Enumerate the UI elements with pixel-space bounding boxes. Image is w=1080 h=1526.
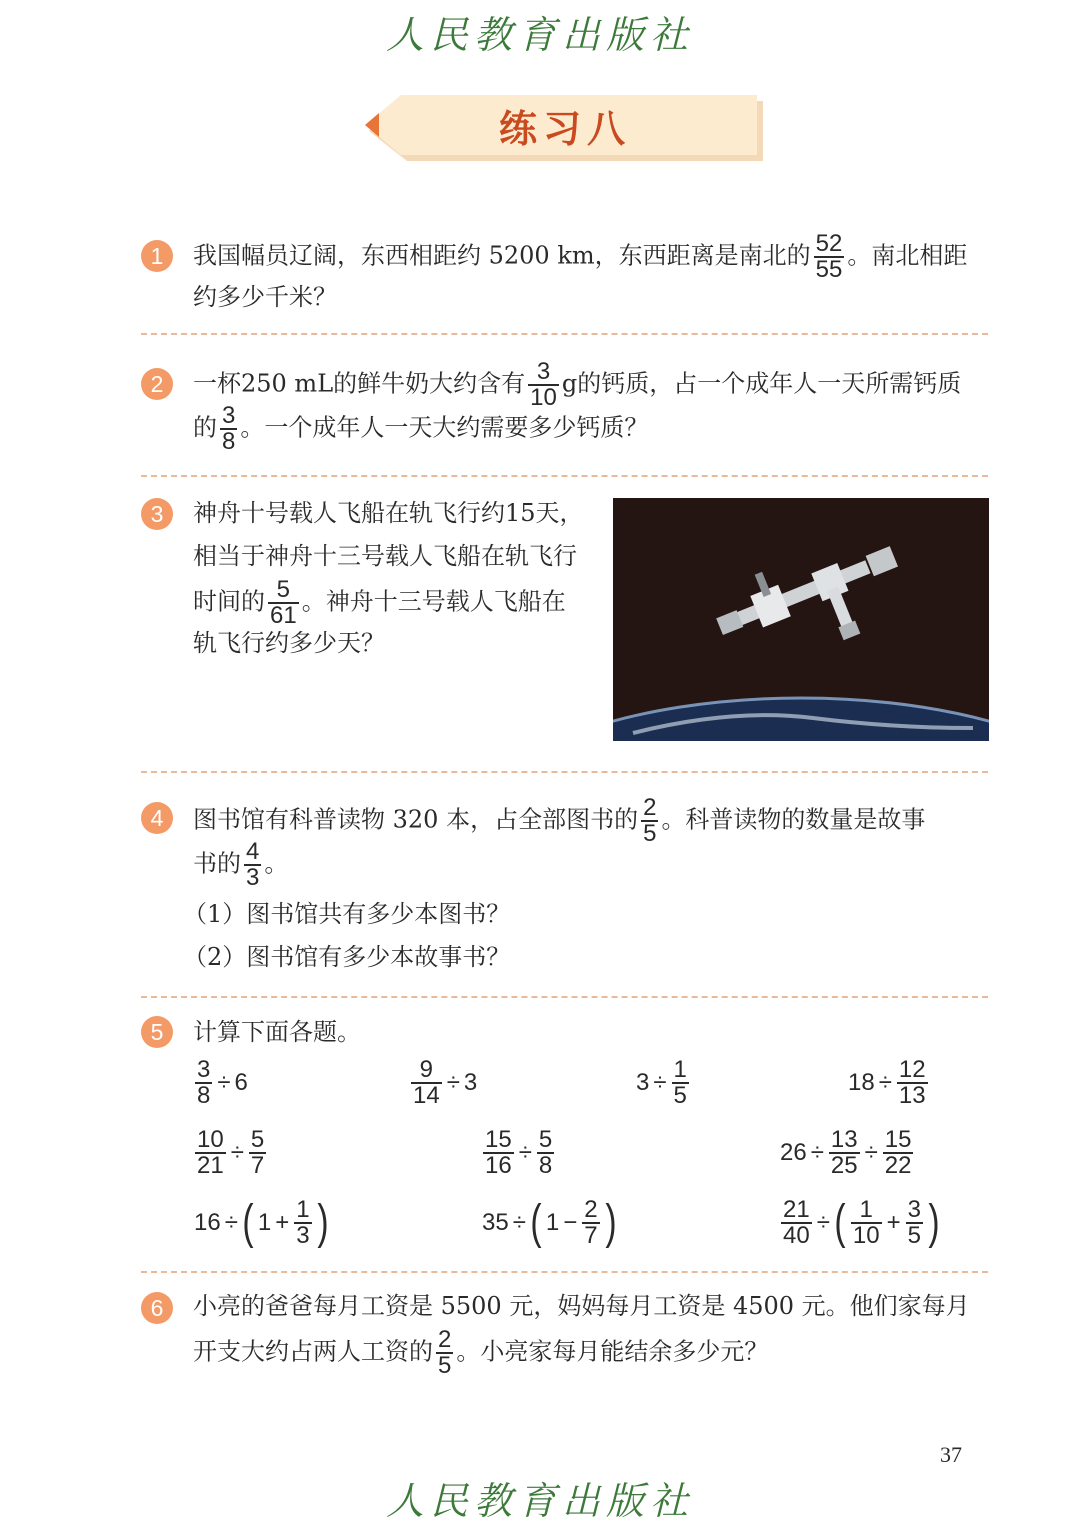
denominator: 25 [830, 1152, 858, 1179]
denominator: 7 [584, 1222, 598, 1249]
operator: ÷ [878, 1069, 892, 1096]
operator: ÷ [224, 1209, 238, 1236]
text-span: 一杯250 mL的鲜牛奶大约含有 [193, 369, 526, 398]
fraction [268, 578, 299, 628]
numerator: 1 [296, 1196, 310, 1223]
text-span: 。神舟十三号载人飞船在 [301, 587, 566, 616]
fraction [436, 1328, 453, 1378]
operator: ÷ [230, 1139, 244, 1166]
fraction [883, 1128, 914, 1178]
numerator: 15 [485, 1126, 512, 1153]
calc-expression [192, 1128, 269, 1178]
problem-number-badge: 6 [141, 1292, 173, 1324]
fraction [244, 840, 261, 890]
section-divider [141, 1271, 988, 1273]
problem-1-line2: 约多少千米？ [193, 283, 337, 311]
text-span: 图书馆有科普读物 320 本，占全部图书的 [193, 805, 639, 834]
operator: ÷ [217, 1069, 231, 1096]
calc-expression [634, 1058, 692, 1108]
denominator: 8 [222, 428, 236, 455]
operand: 1 [545, 1209, 560, 1236]
numerator: 15 [884, 1126, 912, 1153]
numerator: 1 [859, 1196, 873, 1223]
fraction [537, 1128, 554, 1178]
denominator: 8 [538, 1152, 553, 1179]
text-span: 书的 [193, 849, 241, 878]
calc-expression [480, 1128, 557, 1178]
denominator: 10 [530, 384, 557, 411]
section-divider [141, 996, 988, 998]
denominator: 5 [673, 1082, 687, 1109]
problem-1-text [193, 232, 967, 282]
problem-5-intro: 计算下面各题。 [193, 1018, 361, 1046]
fraction [906, 1198, 923, 1248]
left-paren: ( [834, 1196, 846, 1249]
text-span: 。一个成年人一天大约需要多少钙质？ [240, 413, 649, 442]
calc-expression [846, 1058, 931, 1108]
fraction [851, 1198, 882, 1248]
numerator: 2 [643, 794, 657, 821]
problem-1-line1: 我国幅员辽阔，东西相距约 5200 km，东西距离是南北的 [193, 241, 811, 270]
text-span: 时间的 [193, 587, 265, 616]
operator: ÷ [816, 1209, 830, 1236]
operand: 26 [780, 1139, 807, 1166]
section-divider [141, 475, 988, 477]
denominator: 10 [852, 1222, 880, 1249]
numerator: 1 [673, 1056, 687, 1083]
denominator: 55 [815, 256, 843, 283]
problem-3-line4: 轨飞行约多少天？ [193, 629, 385, 657]
text-span: 开支大约占两人工资的 [193, 1337, 433, 1366]
section-divider [141, 771, 988, 773]
fraction [641, 796, 658, 846]
problem-4-sub1: （1）图书馆共有多少本图书？ [183, 900, 511, 928]
denominator: 21 [197, 1152, 224, 1179]
numerator: 10 [197, 1126, 224, 1153]
denominator: 13 [898, 1082, 926, 1109]
operand: 16 [194, 1209, 221, 1236]
numerator: 3 [197, 1056, 211, 1083]
fraction [411, 1058, 442, 1108]
space-station-photo [613, 498, 989, 741]
text-span: 。科普读物的数量是故事 [661, 805, 926, 834]
fraction [672, 1058, 689, 1108]
denominator: 40 [783, 1222, 810, 1249]
operator: − [563, 1209, 578, 1236]
denominator: 14 [413, 1082, 440, 1109]
problem-3-line1: 神舟十号载人飞船在轨飞行约15天， [193, 499, 584, 527]
text-span: 的 [193, 413, 217, 442]
calc-expression [778, 1198, 942, 1248]
operator: ÷ [512, 1209, 526, 1236]
fraction [195, 1128, 226, 1178]
calc-expression [408, 1058, 479, 1108]
operator: ÷ [518, 1139, 532, 1166]
text-span: 。小亮家每月能结余多少元？ [456, 1337, 769, 1366]
fraction [897, 1058, 928, 1108]
page-number: 37 [940, 1442, 962, 1467]
numerator: 13 [830, 1126, 858, 1153]
numerator: 5 [250, 1126, 265, 1153]
calc-expression [778, 1128, 916, 1178]
section-divider [141, 333, 988, 335]
numerator: 5 [538, 1126, 553, 1153]
problem-3-line3 [193, 578, 566, 628]
fraction [528, 360, 559, 410]
title-banner [365, 95, 765, 163]
publisher-logo-bottom: 人民教育出版社 [385, 1479, 694, 1523]
space-station-image [613, 498, 989, 741]
problem-1-line1-after: 。南北相距 [847, 241, 968, 270]
problem-2-line1 [193, 360, 961, 410]
numerator: 21 [783, 1196, 810, 1223]
numerator: 2 [584, 1196, 598, 1223]
page-title: 练习八 [498, 107, 631, 151]
numerator: 2 [438, 1326, 452, 1353]
problem-2-line2 [193, 404, 648, 454]
operator: ÷ [653, 1069, 667, 1096]
problem-4-line2 [193, 840, 288, 890]
operand: 6 [234, 1069, 248, 1096]
fraction [829, 1128, 860, 1178]
calc-expression [192, 1198, 331, 1248]
fraction [483, 1128, 514, 1178]
fraction [249, 1128, 266, 1178]
problem-number-badge: 2 [141, 368, 173, 400]
denominator: 5 [643, 820, 657, 847]
denominator: 22 [884, 1152, 912, 1179]
problem-6-line2 [193, 1328, 768, 1378]
publisher-logo-top: 人民教育出版社 [385, 13, 694, 57]
fraction [781, 1198, 812, 1248]
problem-6-line1: 小亮的爸爸每月工资是 5500 元，妈妈每月工资是 4500 元。他们家每月 [193, 1292, 970, 1320]
denominator: 7 [250, 1152, 265, 1179]
right-paren: ) [604, 1196, 617, 1249]
denominator: 8 [197, 1082, 211, 1109]
denominator: 61 [270, 602, 297, 629]
operand: 35 [482, 1209, 509, 1236]
fraction [814, 232, 845, 282]
problem-4-line1 [193, 796, 925, 846]
operator: ÷ [864, 1139, 878, 1166]
numerator: 4 [246, 838, 260, 865]
problem-number-badge: 3 [141, 498, 173, 530]
operand: 3 [463, 1069, 478, 1096]
operator: ÷ [810, 1139, 824, 1166]
fraction [195, 1058, 212, 1108]
right-paren: ) [316, 1196, 329, 1249]
fraction [582, 1198, 599, 1248]
text-span: 。 [264, 849, 289, 878]
fraction [220, 404, 237, 454]
problem-number-badge: 1 [141, 240, 173, 272]
left-paren: ( [242, 1196, 254, 1249]
left-paren: ( [530, 1196, 542, 1249]
denominator: 5 [438, 1352, 452, 1379]
denominator: 3 [246, 864, 260, 891]
problem-3-line2: 相当于神舟十三号载人飞船在轨飞行 [193, 542, 577, 570]
numerator: 5 [276, 576, 291, 603]
operand: 18 [848, 1069, 875, 1096]
numerator: 3 [536, 358, 551, 385]
denominator: 16 [485, 1152, 512, 1179]
numerator: 9 [419, 1056, 434, 1083]
right-paren: ) [928, 1196, 940, 1249]
numerator: 12 [898, 1056, 926, 1083]
operator: + [275, 1209, 290, 1236]
operator: ÷ [446, 1069, 460, 1096]
text-span: g的钙质，占一个成年人一天所需钙质 [561, 369, 962, 398]
operand: 1 [257, 1209, 272, 1236]
operand: 3 [636, 1069, 650, 1096]
problem-4-sub2: （2）图书馆有多少本故事书？ [183, 943, 511, 971]
calc-expression [480, 1198, 619, 1248]
denominator: 5 [907, 1222, 921, 1249]
problem-number-badge: 5 [141, 1016, 173, 1048]
problem-number-badge: 4 [141, 802, 173, 834]
denominator: 3 [296, 1222, 310, 1249]
operator: + [886, 1209, 901, 1236]
numerator: 3 [907, 1196, 921, 1223]
numerator: 3 [222, 402, 236, 429]
fraction [294, 1198, 311, 1248]
calc-expression [192, 1058, 250, 1108]
numerator: 52 [815, 230, 843, 257]
